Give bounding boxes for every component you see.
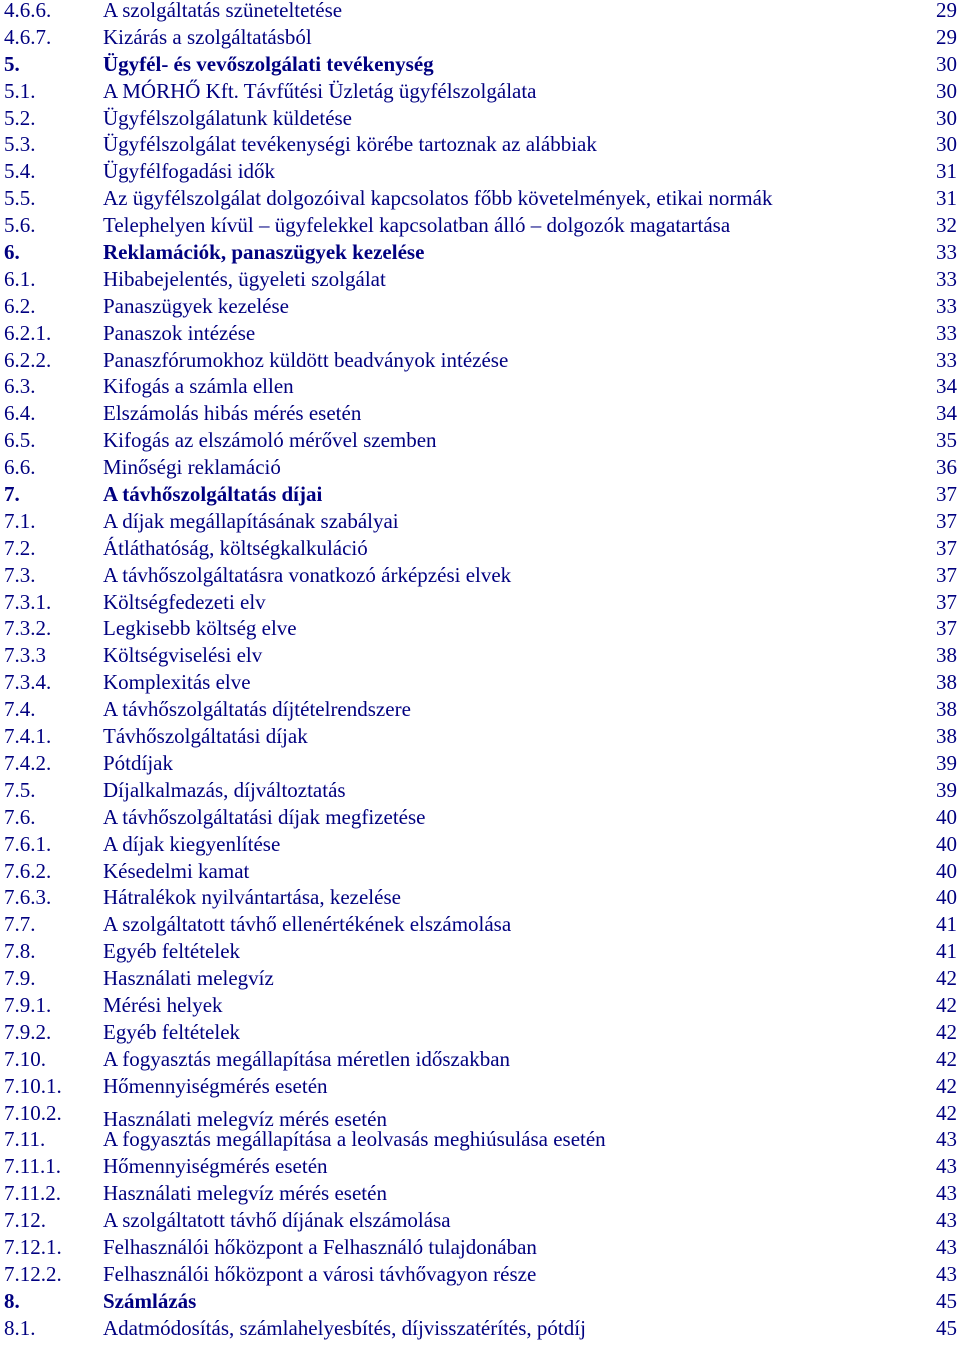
toc-entry-number: 5.3.: [4, 132, 36, 157]
toc-entry-page-number: 33: [936, 240, 957, 265]
toc-entry-page-number: 43: [936, 1208, 957, 1233]
toc-entry-title-link[interactable]: Költségviselési elv: [103, 643, 263, 668]
toc-entry-number: 7.3.1.: [4, 589, 52, 614]
toc-entry-page-number: 32: [936, 213, 957, 238]
toc-entry-page-number: 37: [936, 562, 957, 587]
toc-entry-page-number: 36: [936, 455, 957, 480]
toc-entry-title-link[interactable]: Hibabejelentés, ügyeleti szolgálat: [103, 266, 386, 291]
toc-entry[interactable]: [0, 1019, 960, 1046]
toc-entry-page-number: 37: [936, 535, 957, 560]
toc-entry-number: 7.10.1.: [4, 1073, 62, 1098]
toc-entry-page-number: 42: [936, 992, 957, 1017]
toc-entry-title-link[interactable]: Pótdíjak: [103, 750, 174, 775]
toc-entry-title-link[interactable]: Késedelmi kamat: [103, 858, 250, 883]
toc-entry[interactable]: [0, 804, 960, 831]
toc-entry[interactable]: [0, 51, 960, 78]
toc-entry[interactable]: [0, 131, 960, 158]
toc-entry-page-number: 37: [936, 616, 957, 641]
toc-entry[interactable]: [0, 1073, 960, 1100]
toc-entry-number: 7.6.3.: [4, 885, 52, 910]
toc-entry-number: 6.4.: [4, 401, 36, 426]
toc-entry-title-link[interactable]: A fogyasztás megállapítása a leolvasás meghiúsulása esetén: [103, 1127, 606, 1152]
toc-entry[interactable]: [0, 884, 960, 911]
toc-entry-number: 5.6.: [4, 213, 36, 238]
toc-entry-page-number: 33: [936, 347, 957, 372]
toc-entry[interactable]: [0, 1100, 960, 1131]
toc-entry[interactable]: [0, 911, 960, 938]
toc-entry-page-number: 34: [936, 374, 957, 399]
toc-entry-title-link[interactable]: Minőségi reklamáció: [103, 455, 281, 480]
toc-entry-title-link[interactable]: A díjak kiegyenlítése: [103, 831, 281, 856]
toc-entry-page-number: 42: [936, 966, 957, 991]
toc-entry-page-number: 39: [936, 777, 957, 802]
toc-entry-title-link[interactable]: A szolgáltatott távhő díjának elszámolása: [103, 1208, 451, 1233]
toc-entry-number: 7.4.1.: [4, 724, 52, 749]
toc-entry-page-number: 43: [936, 1154, 957, 1179]
toc-entry-number: 6.2.1.: [4, 320, 52, 345]
toc-entry-page-number: 31: [936, 186, 957, 211]
toc-entry[interactable]: [0, 266, 960, 293]
toc-entry[interactable]: [0, 158, 960, 185]
toc-entry-page-number: 33: [936, 320, 957, 345]
toc-entry-title-link[interactable]: Távhőszolgáltatási díjak: [103, 724, 308, 749]
toc-entry-number: 7.4.: [4, 697, 36, 722]
toc-entry-page-number: 30: [936, 51, 957, 76]
toc-entry-title-link[interactable]: Az ügyfélszolgálat dolgozóival kapcsolatos főbb követelmények, etikai normák: [103, 186, 773, 211]
toc-entry-number: 7.11.2.: [4, 1181, 61, 1206]
toc-entry[interactable]: [0, 1207, 960, 1234]
toc-entry-number: 6.1.: [4, 266, 36, 291]
toc-entry-title-link[interactable]: Díjalkalmazás, díjváltoztatás: [103, 777, 346, 802]
toc-entry-number: 7.10.2.: [4, 1100, 62, 1125]
toc-entry-title-link[interactable]: Használati melegvíz mérés esetén: [103, 1181, 387, 1206]
toc-entry-number: 7.5.: [4, 777, 36, 802]
toc-entry[interactable]: [0, 400, 960, 427]
toc-entry-number: 7.8.: [4, 939, 36, 964]
toc-entry[interactable]: [0, 1046, 960, 1073]
toc-entry-number: 7.12.1.: [4, 1234, 62, 1259]
toc-entry-page-number: 35: [936, 428, 957, 453]
toc-entry-title-link[interactable]: Panaszfórumokhoz küldött beadványok intézése: [103, 347, 509, 372]
toc-entry-title-link[interactable]: Mérési helyek: [103, 992, 223, 1017]
toc-entry-number: 7.4.2.: [4, 750, 52, 775]
toc-entry[interactable]: [0, 347, 960, 374]
toc-entry-page-number: 38: [936, 724, 957, 749]
toc-entry-title-link[interactable]: Költségfedezeti elv: [103, 589, 266, 614]
toc-entry[interactable]: [0, 1261, 960, 1288]
toc-entry[interactable]: [0, 562, 960, 589]
toc-entry[interactable]: [0, 938, 960, 965]
toc-entry-page-number: 38: [936, 670, 957, 695]
toc-entry[interactable]: [0, 777, 960, 804]
toc-entry-number: 7.6.: [4, 804, 36, 829]
toc-entry-page-number: 42: [936, 1100, 957, 1125]
toc-entry-page-number: 37: [936, 589, 957, 614]
toc-entry[interactable]: [0, 508, 960, 535]
toc-entry-title-link[interactable]: Használati melegvíz mérés esetén: [103, 1106, 387, 1131]
toc-entry-number: 6.: [4, 240, 20, 265]
toc-entry-number: 6.3.: [4, 374, 36, 399]
toc-entry-title-link[interactable]: Kizárás a szolgáltatásból: [103, 24, 312, 49]
toc-entry-page-number: 42: [936, 1019, 957, 1044]
toc-entry-page-number: 45: [936, 1315, 957, 1340]
toc-entry-title-link[interactable]: Reklamációk, panaszügyek kezelése: [103, 240, 425, 265]
toc-entry-number: 7.3.4.: [4, 670, 52, 695]
toc-entry-title-link[interactable]: Kifogás az elszámoló mérővel szemben: [103, 428, 437, 453]
toc-entry-number: 4.6.7.: [4, 24, 52, 49]
toc-entry-number: 8.: [4, 1288, 20, 1313]
toc-entry-title-link[interactable]: A MÓRHŐ Kft. Távfűtési Üzletág ügyfélszolgálata: [103, 78, 537, 103]
toc-entry-page-number: 33: [936, 293, 957, 318]
toc-entry[interactable]: [0, 481, 960, 508]
toc-entry-title-link[interactable]: Ügyfélszolgálatunk küldetése: [103, 105, 353, 130]
toc-entry-page-number: 37: [936, 508, 957, 533]
toc-entry-page-number: 38: [936, 697, 957, 722]
toc-entry-title-link[interactable]: Hőmennyiségmérés esetén: [103, 1073, 328, 1098]
toc-entry[interactable]: [0, 427, 960, 454]
toc-entry-title-link[interactable]: A fogyasztás megállapítása méretlen időszakban: [103, 1046, 511, 1071]
toc-entry-title-link[interactable]: Panaszügyek kezelése: [103, 293, 289, 318]
toc-entry-title-link[interactable]: Számlázás: [103, 1288, 197, 1313]
toc-entry-number: 7.7.: [4, 912, 36, 937]
toc-entry-number: 4.6.6.: [4, 0, 52, 22]
toc-entry-page-number: 41: [936, 912, 957, 937]
toc-entry-number: 7.3.3: [4, 643, 46, 668]
toc-entry-page-number: 43: [936, 1127, 957, 1152]
toc-entry-title-link[interactable]: Használati melegvíz: [103, 966, 274, 991]
toc-entry[interactable]: [0, 185, 960, 212]
toc-entry-title-link[interactable]: Ügyfél- és vevőszolgálati tevékenység: [103, 51, 434, 76]
toc-entry[interactable]: [0, 723, 960, 750]
toc-entry-number: 8.1.: [4, 1315, 36, 1340]
toc-entry[interactable]: [0, 1288, 960, 1315]
toc-entry-number: 7.: [4, 482, 20, 507]
toc-entry-page-number: 40: [936, 831, 957, 856]
toc-entry-title-link[interactable]: A szolgáltatott távhő ellenértékének elszámolása: [103, 912, 512, 937]
toc-entry-page-number: 31: [936, 159, 957, 184]
toc-entry-page-number: 42: [936, 1046, 957, 1071]
toc-entry[interactable]: [0, 454, 960, 481]
toc-entry-number: 5.5.: [4, 186, 36, 211]
toc-entry[interactable]: [0, 992, 960, 1019]
toc-entry[interactable]: [0, 0, 960, 24]
toc-entry[interactable]: [0, 212, 960, 239]
toc-entry[interactable]: [0, 858, 960, 885]
toc-entry-page-number: 40: [936, 885, 957, 910]
toc-entry-page-number: 43: [936, 1261, 957, 1286]
toc-entry[interactable]: [0, 239, 960, 266]
toc-entry-page-number: 34: [936, 401, 957, 426]
toc-entry[interactable]: [0, 669, 960, 696]
toc-entry-title-link[interactable]: Ügyfélszolgálat tevékenységi körébe tartoznak az alábbiak: [103, 132, 597, 157]
toc-entry[interactable]: [0, 1315, 960, 1342]
toc-entry-title-link[interactable]: Komplexitás elve: [103, 670, 251, 695]
toc-entry-title-link[interactable]: Adatmódosítás, számlahelyesbítés, díjvisszatérítés, pótdíj: [103, 1315, 586, 1340]
toc-entry-number: 7.2.: [4, 535, 36, 560]
toc-entry-number: 6.5.: [4, 428, 36, 453]
toc-entry-title-link[interactable]: Egyéb feltételek: [103, 1019, 241, 1044]
toc-entry-page-number: 30: [936, 132, 957, 157]
toc-entry-number: 7.11.: [4, 1127, 46, 1152]
toc-entry-number: 7.9.1.: [4, 992, 52, 1017]
toc-entry-number: 7.3.2.: [4, 616, 52, 641]
toc-entry-number: 7.12.2.: [4, 1261, 62, 1286]
toc-entry-title-link[interactable]: Elszámolás hibás mérés esetén: [103, 401, 362, 426]
toc-entry-title-link[interactable]: A távhőszolgáltatásra vonatkozó árképzési elvek: [103, 562, 512, 587]
toc-entry-number: 7.9.: [4, 966, 36, 991]
toc-entry-page-number: 43: [936, 1234, 957, 1259]
toc-entry-title-link[interactable]: A távhőszolgáltatás díjai: [103, 482, 323, 507]
toc-entry-title-link[interactable]: Kifogás a számla ellen: [103, 374, 294, 399]
toc-entry[interactable]: [0, 642, 960, 669]
toc-entry[interactable]: [0, 535, 960, 562]
toc-entry-page-number: 30: [936, 105, 957, 130]
toc-entry-title-link[interactable]: Hőmennyiségmérés esetén: [103, 1154, 328, 1179]
toc-entry-page-number: 29: [936, 24, 957, 49]
toc-entry-title-link[interactable]: A díjak megállapításának szabályai: [103, 508, 399, 533]
toc-entry-page-number: 29: [936, 0, 957, 22]
toc-entry-number: 5.1.: [4, 78, 36, 103]
toc-entry-title-link[interactable]: Legkisebb költség elve: [103, 616, 297, 641]
toc-entry[interactable]: [0, 373, 960, 400]
toc-entry[interactable]: [0, 1180, 960, 1207]
toc-entry-title-link[interactable]: Egyéb feltételek: [103, 939, 241, 964]
toc-entry-number: 6.2.: [4, 293, 36, 318]
toc-entry[interactable]: [0, 320, 960, 347]
toc-entry-number: 6.2.2.: [4, 347, 52, 372]
toc-entry-page-number: 37: [936, 482, 957, 507]
toc-entry-title-link[interactable]: Ügyfélfogadási idők: [103, 159, 276, 184]
toc-entry-number: 7.12.: [4, 1208, 46, 1233]
toc-entry-title-link[interactable]: Felhasználói hőközpont a városi távhővagyon része: [103, 1261, 537, 1286]
toc-entry[interactable]: [0, 615, 960, 642]
toc-entry[interactable]: [0, 293, 960, 320]
toc-entry-number: 7.10.: [4, 1046, 46, 1071]
toc-entry[interactable]: [0, 105, 960, 132]
toc-entry-title-link[interactable]: Átláthatóság, költségkalkuláció: [103, 535, 368, 560]
toc-entry-number: 5.4.: [4, 159, 36, 184]
toc-entry-number: 7.11.1.: [4, 1154, 61, 1179]
toc-entry-page-number: 41: [936, 939, 957, 964]
toc-entry-title-link[interactable]: A távhőszolgáltatási díjak megfizetése: [103, 804, 426, 829]
toc-entry-title-link[interactable]: Felhasználói hőközpont a Felhasználó tulajdonában: [103, 1234, 537, 1259]
toc-entry-number: 7.3.: [4, 562, 36, 587]
toc-entry-page-number: 33: [936, 266, 957, 291]
toc-entry[interactable]: [0, 965, 960, 992]
toc-entry-number: 7.6.2.: [4, 858, 52, 883]
toc-entry-title-link[interactable]: A távhőszolgáltatás díjtételrendszere: [103, 697, 411, 722]
toc-entry[interactable]: [0, 78, 960, 105]
toc-entry[interactable]: [0, 589, 960, 616]
toc-entry-title-link[interactable]: Hátralékok nyilvántartása, kezelése: [103, 885, 401, 910]
toc-entry[interactable]: [0, 1234, 960, 1261]
toc-entry-title-link[interactable]: A szolgáltatás szüneteltetése: [103, 0, 343, 22]
toc-entry-number: 7.1.: [4, 508, 36, 533]
toc-entry-page-number: 42: [936, 1073, 957, 1098]
toc-entry-page-number: 30: [936, 78, 957, 103]
toc-entry-page-number: 39: [936, 750, 957, 775]
toc-entry-number: 7.9.2.: [4, 1019, 52, 1044]
toc-entry-page-number: 40: [936, 804, 957, 829]
toc-entry-page-number: 38: [936, 643, 957, 668]
toc-entry[interactable]: [0, 831, 960, 858]
toc-entry[interactable]: [0, 1126, 960, 1153]
toc-entry-page-number: 45: [936, 1288, 957, 1313]
toc-entry-title-link[interactable]: Panaszok intézése: [103, 320, 256, 345]
toc-entry-title-link[interactable]: Telephelyen kívül – ügyfelekkel kapcsolatban álló – dolgozók magatartása: [103, 213, 731, 238]
toc-entry[interactable]: [0, 750, 960, 777]
toc-entry-number: 7.6.1.: [4, 831, 52, 856]
toc-entry[interactable]: [0, 696, 960, 723]
toc-entry-page-number: 40: [936, 858, 957, 883]
toc-entry-number: 6.6.: [4, 455, 36, 480]
toc-entry[interactable]: [0, 24, 960, 51]
toc-entry-number: 5.: [4, 51, 20, 76]
toc-entry-number: 5.2.: [4, 105, 36, 130]
toc-entry-page-number: 43: [936, 1181, 957, 1206]
toc-entry[interactable]: [0, 1153, 960, 1180]
